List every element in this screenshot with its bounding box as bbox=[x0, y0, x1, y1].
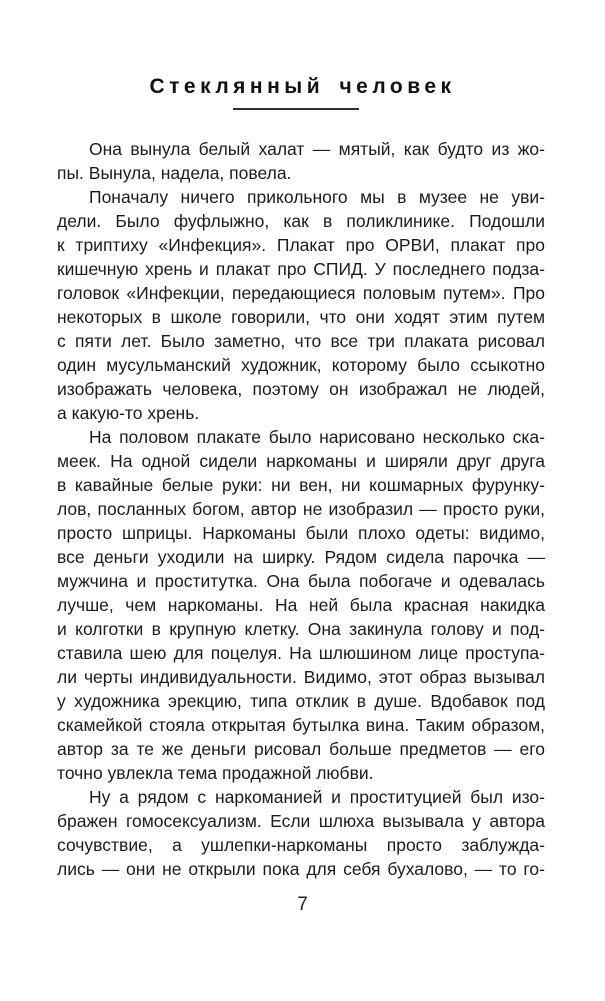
text-line: один мусульманский художник, которому было ссыкотно bbox=[57, 355, 545, 375]
paragraph-1 bbox=[57, 137, 545, 185]
paragraph-4 bbox=[57, 785, 545, 881]
text-line: лов, посланных богом, автор не изобразил — просто руки, bbox=[57, 499, 545, 519]
text-line: дели. Было фуфлыжно, как в поликлинике. Подошли bbox=[57, 211, 545, 231]
text-line: мужчина и проститутка. Она была побогаче и одевалась bbox=[57, 571, 545, 591]
text-line: бражен гомосексуализм. Если шлюха вызывала у автора bbox=[57, 811, 545, 831]
text-line: к триптиху «Инфекция». Плакат про ОРВИ, плакат про bbox=[57, 235, 545, 255]
text-line: изображать человека, поэтому он изображал не людей, bbox=[57, 379, 545, 399]
text-line: автор за те же деньги рисовал больше предметов — его bbox=[57, 739, 545, 759]
text-line: ставила шею для поцелуя. На шлюшином лице проступа- bbox=[57, 643, 545, 663]
text-line: с пяти лет. Было заметно, что все три плаката рисовал bbox=[57, 331, 545, 351]
text-line: пы. Вынула, надела, повела. bbox=[57, 163, 292, 183]
paragraph-2 bbox=[57, 185, 545, 425]
text-line: некоторых в школе говорили, что они ходят этим путем bbox=[57, 307, 545, 327]
text-line: и колготки в крупную клетку. Она закинула голову и под- bbox=[57, 619, 545, 639]
text-line: а какую-то хрень. bbox=[57, 403, 200, 423]
text-line: головок «Инфекции, передающиеся половым путем». Про bbox=[57, 283, 545, 303]
title-rule bbox=[233, 108, 359, 110]
text-line: лучше, чем наркоманы. На ней была красная накидка bbox=[57, 595, 545, 615]
page-text bbox=[57, 137, 545, 881]
text-line: На половом плакате было нарисовано несколько ска- bbox=[89, 427, 545, 447]
text-line: кишечную хрень и плакат про СПИД. У последнего подза- bbox=[57, 259, 545, 279]
paragraph-3 bbox=[57, 425, 545, 785]
text-line: Ну а рядом с наркоманией и проституцией был изо- bbox=[89, 787, 545, 807]
text-line: Она вынула белый халат — мятый, как будто из жо- bbox=[89, 139, 545, 159]
text-line: сочувствие, а ушлепки-наркоманы просто заблужда- bbox=[57, 835, 545, 855]
text-line: все деньги уходили на ширку. Рядом сидела парочка — bbox=[57, 547, 545, 567]
text-line: лись — они не открыли пока для себя бухалово, — то го- bbox=[57, 859, 545, 879]
text-line: точно увлекла тема продажной любви. bbox=[57, 763, 374, 783]
text-line: меек. На одной сидели наркоманы и ширяли друг друга bbox=[57, 451, 545, 471]
text-line: скамейкой стояла открытая бутылка вина. Таким образом, bbox=[57, 715, 545, 735]
text-line: просто шприцы. Наркоманы были плохо одеты: видимо, bbox=[57, 523, 545, 543]
page-number: 7 bbox=[297, 894, 308, 915]
text-line: у художника эрекцию, типа отклик в душе. Вдобавок под bbox=[57, 691, 545, 711]
text-line: ли черты индивидуальности. Видимо, этот образ вызывал bbox=[57, 667, 545, 687]
text-line: Поначалу ничего прикольного мы в музее не уви- bbox=[89, 187, 545, 207]
chapter-title: Стеклянный человек bbox=[149, 75, 456, 98]
text-line: в кавайные белые руки: ни вен, ни кошмарных фурунку- bbox=[57, 475, 545, 495]
